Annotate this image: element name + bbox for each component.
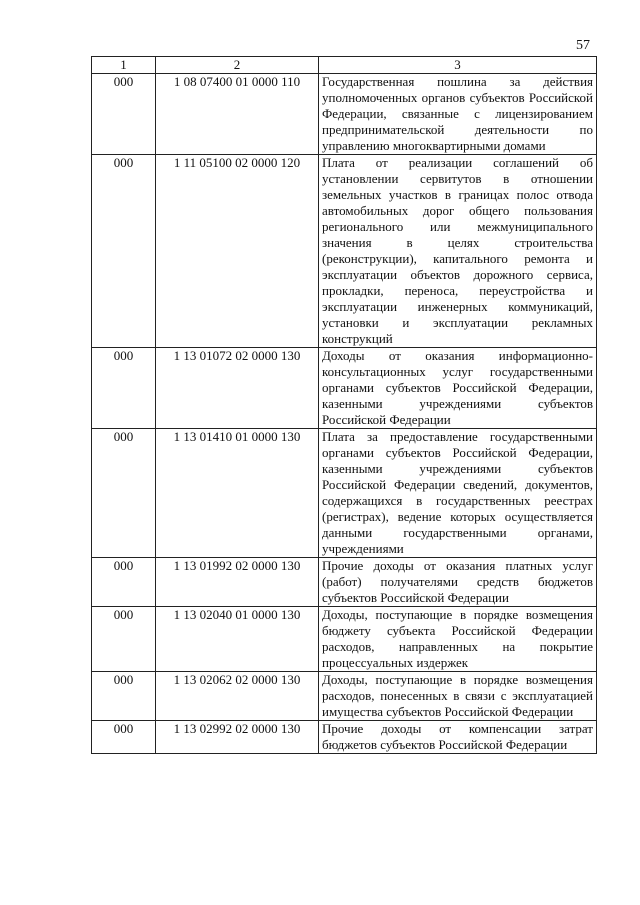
description-cell: Прочие доходы от оказания платных услуг (работ) получателями средств бюджетов субъектов Российской Федерации [319,558,597,607]
table-row [92,155,597,348]
budget-code-cell: 1 08 07400 01 0000 110 [156,74,319,155]
admin-code-cell: 000 [92,74,156,155]
table-row [92,721,597,754]
table-header-row [92,57,597,74]
description-cell: Плата за предоставление государственными органами субъектов Российской Федерации, казенными учреждениями субъектов Российской Федерации сведений, документов, содержащихся в государственных реестрах (регистрах), ведение которых осуществляется данными государственными органами, учреждениями [319,429,597,558]
column-header-3: 3 [319,57,597,74]
budget-code-cell: 1 13 01410 01 0000 130 [156,429,319,558]
admin-code-cell: 000 [92,155,156,348]
budget-code-cell: 1 13 02040 01 0000 130 [156,607,319,672]
budget-code-cell: 1 13 01072 02 0000 130 [156,348,319,429]
budget-code-cell: 1 11 05100 02 0000 120 [156,155,319,348]
table-row [92,558,597,607]
admin-code-cell: 000 [92,672,156,721]
admin-code-cell: 000 [92,607,156,672]
table-row [92,672,597,721]
revenue-codes-table [91,56,597,754]
admin-code-cell: 000 [92,429,156,558]
table-row [92,348,597,429]
admin-code-cell: 000 [92,721,156,754]
page-number: 57 [576,38,590,53]
description-cell: Прочие доходы от компенсации затрат бюджетов субъектов Российской Федерации [319,721,597,754]
description-cell: Плата от реализации соглашений об установлении сервитутов в отношении земельных участков в границах полос отвода автомобильных дорог общего пользования регионального или межмуниципального значения в целях строительства (реконструкции), капитального ремонта и эксплуатации объектов дорожного сервиса, прокладки, переноса, переустройства и эксплуатации инженерных коммуникаций, установки и эксплуатации рекламных конструкций [319,155,597,348]
admin-code-cell: 000 [92,558,156,607]
budget-code-cell: 1 13 01992 02 0000 130 [156,558,319,607]
description-cell: Доходы, поступающие в порядке возмещения расходов, понесенных в связи с эксплуатацией имущества субъектов Российской Федерации [319,672,597,721]
admin-code-cell: 000 [92,348,156,429]
description-cell: Государственная пошлина за действия уполномоченных органов субъектов Российской Федерации, связанные с лицензированием предпринимательской деятельности по управлению многоквартирными домами [319,74,597,155]
table-row [92,607,597,672]
table-row [92,429,597,558]
budget-code-cell: 1 13 02992 02 0000 130 [156,721,319,754]
column-header-1: 1 [92,57,156,74]
table-row [92,74,597,155]
description-cell: Доходы от оказания информационно-консультационных услуг государственными органами субъектов Российской Федерации, казенными учреждениями субъектов Российской Федерации [319,348,597,429]
description-cell: Доходы, поступающие в порядке возмещения бюджету субъекта Российской Федерации расходов, направленных на покрытие процессуальных издержек [319,607,597,672]
budget-code-cell: 1 13 02062 02 0000 130 [156,672,319,721]
column-header-2: 2 [156,57,319,74]
